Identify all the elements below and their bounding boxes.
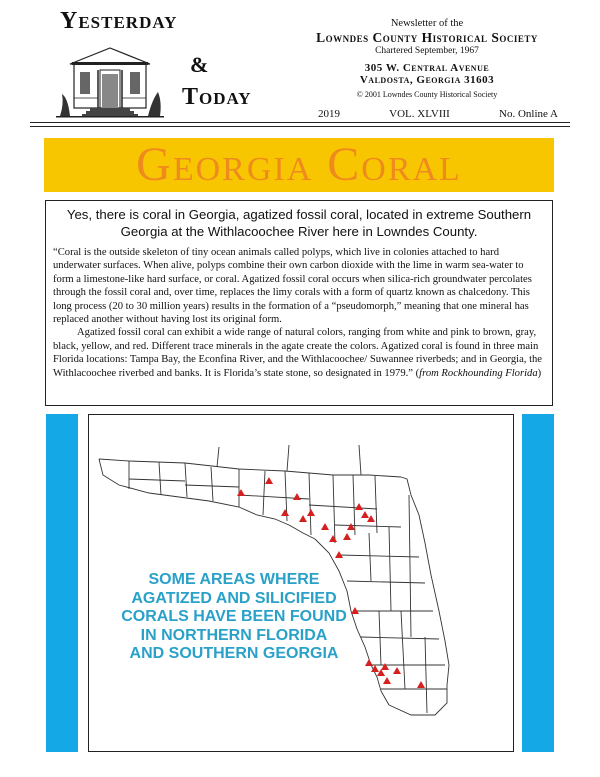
masthead-ampersand: & (190, 52, 210, 77)
issue-line (318, 108, 558, 120)
chartered-date: Chartered September, 1967 (375, 46, 479, 56)
right-blue-bar (522, 414, 554, 752)
article-paragraph-2-text: Agatized fossil coral can exhibit a wide range of natural colors, ranging from white and pink to brown, gray, black, yellow, and red. Different trace minerals in the agate create the colors. Agatized coral is found in three main Florida locations: Tampa Bay, the Econfina River, and the Withlacoochee/ Suwannee riverbeds; and in Georgia, the Withlacoochee riverbed and banks. It is Florida’s state stone, so designated in 1979.” (53, 327, 543, 379)
issue-year: 2019 (318, 108, 340, 120)
map-caption-line: IN NORTHERN FLORIDA (140, 626, 328, 644)
article-source: from Rockhounding Florida (419, 367, 538, 379)
masthead-logo (40, 6, 270, 118)
masthead-info (292, 18, 562, 99)
banner-title: Georgia Coral (136, 138, 462, 191)
article-paragraph-2: Agatized fossil coral can exhibit a wide range of natural colors, ranging from white and pink to brown, gray, black, yellow, and red. Different trace minerals in the agate create the colors. Agatized coral is found in three main Florida locations: Tampa Bay, the Econfina River, and the Withlacoochee/ Suwannee riverbeds; and in Georgia, the Withlacoochee riverbed and banks. It is Florida’s state stone, so designated in 1979.” (from Rockhounding Florida) (53, 327, 543, 379)
map-caption-line: AGATIZED AND SILICIFIED (131, 589, 337, 607)
title-banner (44, 138, 554, 192)
map-caption-line: AND SOUTHERN GEORGIA (129, 645, 339, 662)
copyright: © 2001 Lowndes County Historical Society (356, 90, 498, 99)
map-caption (89, 571, 514, 664)
article-paragraph-1: “Coral is the outside skeleton of tiny ocean animals called polyps, which live in colonies attached to hard underwater surfaces. When alive, polyps combine their own carbon dioxide with the lime in warm sea-water to form a limestone-like hard surface, or coral. Agatized fossil coral occurs when silica-rich groundwater percolates through the fossil coral and, over time, replaces the limy corals with a form of quartz known as chalcedony. This long process (20 to 30 million years) results in the formation of a “pseudomorph,” meaning that one mineral has replaced another without having lost its original form. (53, 247, 532, 326)
society-name: Lowndes County Historical Society (316, 30, 538, 45)
masthead-today: Today (182, 84, 252, 110)
left-blue-bar (46, 414, 78, 752)
map-figure (88, 414, 514, 752)
divider-rule (30, 122, 570, 123)
map-caption-line: CORALS HAVE BEEN FOUND (121, 608, 347, 625)
building-illustration (54, 42, 166, 118)
newsletter-of: Newsletter of the (390, 18, 464, 29)
city-address: Valdosta, Georgia 31603 (359, 74, 495, 86)
street-address: 305 W. Central Avenue (364, 62, 490, 74)
article-box (45, 200, 553, 406)
issue-number: No. Online A (499, 108, 558, 120)
issue-volume: VOL. XLVIII (389, 108, 450, 120)
article-lead: Yes, there is coral in Georgia, agatized fossil coral, located in extreme Southern Georgia at the Withlacoochee River here in Lowndes County. (66, 207, 532, 239)
map-caption-line: SOME AREAS WHERE (148, 571, 320, 588)
masthead-yesterday: Yesterday (60, 8, 178, 34)
divider-rule (30, 126, 570, 127)
